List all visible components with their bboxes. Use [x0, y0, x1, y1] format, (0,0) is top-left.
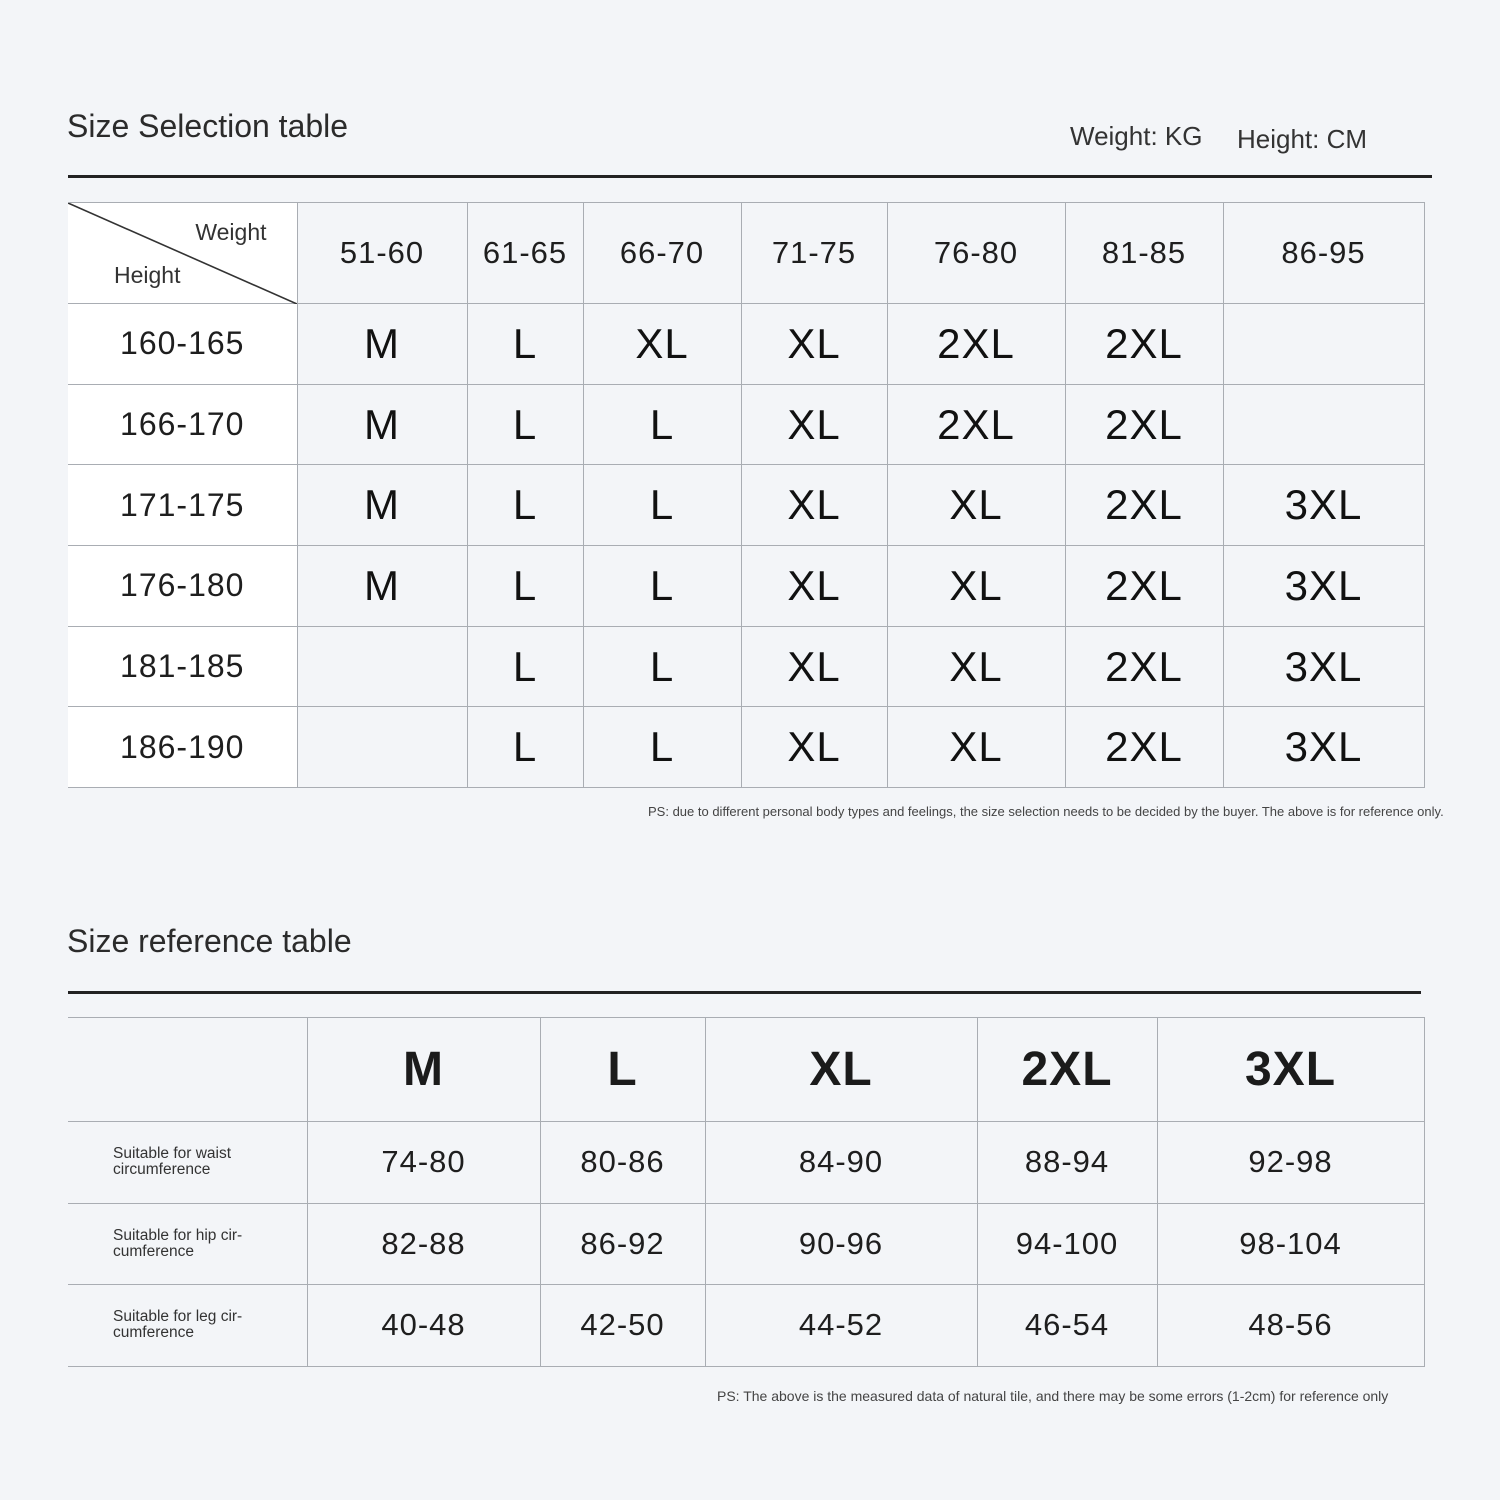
size-cell: M: [297, 546, 467, 627]
table-row: [68, 707, 1424, 788]
weight-range-header: 81-85: [1065, 203, 1223, 304]
size-cell: L: [467, 626, 583, 707]
weight-range-header: 71-75: [741, 203, 887, 304]
size-cell: [1223, 384, 1424, 465]
size-cell: L: [583, 384, 741, 465]
empty-corner-cell: [68, 1018, 307, 1122]
weight-range-header: 61-65: [467, 203, 583, 304]
height-range-label: 181-185: [68, 626, 297, 707]
size-cell: 2XL: [1065, 707, 1223, 788]
measurement-cell: 82-88: [307, 1203, 540, 1285]
size-cell: XL: [741, 707, 887, 788]
selection-header-row: [68, 203, 1424, 304]
height-range-label: 166-170: [68, 384, 297, 465]
size-cell: 3XL: [1223, 707, 1424, 788]
reference-note: PS: The above is the measured data of natural tile, and there may be some errors (1-2cm) for reference only: [717, 1388, 1389, 1404]
size-cell: L: [467, 384, 583, 465]
measurement-cell: 90-96: [705, 1203, 977, 1285]
size-cell: XL: [887, 465, 1065, 546]
size-cell: [1223, 304, 1424, 385]
size-cell: 3XL: [1223, 546, 1424, 627]
measurement-label: Suitable for hip cir-cumference: [68, 1203, 307, 1285]
measurement-cell: 98-104: [1157, 1203, 1424, 1285]
size-cell: L: [583, 707, 741, 788]
size-cell: XL: [741, 384, 887, 465]
size-cell: 3XL: [1223, 626, 1424, 707]
weight-range-header: 66-70: [583, 203, 741, 304]
size-header: XL: [705, 1018, 977, 1122]
selection-title: Size Selection table: [67, 108, 349, 144]
table-row: [68, 626, 1424, 707]
table-row: [68, 465, 1424, 546]
table-row: [68, 384, 1424, 465]
size-cell: L: [467, 546, 583, 627]
size-cell: 2XL: [887, 384, 1065, 465]
size-cell: 2XL: [1065, 626, 1223, 707]
table-row: [68, 1203, 1424, 1285]
measurement-cell: 74-80: [307, 1122, 540, 1204]
measurement-cell: 48-56: [1157, 1285, 1424, 1367]
size-cell: 2XL: [1065, 465, 1223, 546]
selection-note: PS: due to different personal body types and feelings, the size selection needs to be decided by the buyer. The above is for reference only.: [648, 804, 1444, 819]
table-row: [68, 1122, 1424, 1204]
size-cell: L: [583, 546, 741, 627]
height-range-label: 160-165: [68, 304, 297, 385]
size-cell: XL: [887, 707, 1065, 788]
size-cell: L: [467, 707, 583, 788]
measurement-cell: 44-52: [705, 1285, 977, 1367]
size-cell: 3XL: [1223, 465, 1424, 546]
size-header: 3XL: [1157, 1018, 1424, 1122]
size-cell: 2XL: [1065, 546, 1223, 627]
size-cell: XL: [741, 546, 887, 627]
size-header: L: [540, 1018, 705, 1122]
corner-cell: [68, 203, 297, 304]
size-cell: [297, 707, 467, 788]
corner-height-label: Height: [114, 262, 181, 288]
weight-unit: Weight: KG: [1070, 121, 1203, 151]
measurement-cell: 86-92: [540, 1203, 705, 1285]
weight-range-header: 51-60: [297, 203, 467, 304]
size-cell: XL: [741, 626, 887, 707]
selection-divider: [68, 175, 1432, 178]
height-range-label: 171-175: [68, 465, 297, 546]
measurement-cell: 46-54: [977, 1285, 1157, 1367]
height-unit: Height: CM: [1237, 124, 1368, 154]
corner-weight-label: Weight: [195, 219, 267, 245]
size-selection-table: [68, 202, 1425, 788]
size-cell: XL: [887, 626, 1065, 707]
measurement-cell: 40-48: [307, 1285, 540, 1367]
measurement-cell: 92-98: [1157, 1122, 1424, 1204]
size-cell: M: [297, 384, 467, 465]
reference-header-row: [68, 1018, 1424, 1122]
reference-title: Size reference table: [67, 923, 352, 959]
weight-range-header: 86-95: [1223, 203, 1424, 304]
measurement-cell: 84-90: [705, 1122, 977, 1204]
table-row: [68, 304, 1424, 385]
size-cell: XL: [741, 304, 887, 385]
size-header: M: [307, 1018, 540, 1122]
height-range-label: 176-180: [68, 546, 297, 627]
size-cell: M: [297, 304, 467, 385]
size-cell: XL: [741, 465, 887, 546]
size-cell: L: [583, 465, 741, 546]
size-cell: L: [583, 626, 741, 707]
table-row: [68, 546, 1424, 627]
size-cell: L: [467, 304, 583, 385]
reference-divider: [68, 991, 1421, 994]
size-cell: M: [297, 465, 467, 546]
size-cell: L: [467, 465, 583, 546]
size-cell: 2XL: [1065, 384, 1223, 465]
weight-range-header: 76-80: [887, 203, 1065, 304]
size-cell: 2XL: [887, 304, 1065, 385]
size-cell: XL: [887, 546, 1065, 627]
measurement-label: Suitable for waist circumference: [68, 1122, 307, 1204]
size-cell: 2XL: [1065, 304, 1223, 385]
measurement-cell: 42-50: [540, 1285, 705, 1367]
table-row: [68, 1285, 1424, 1367]
measurement-cell: 94-100: [977, 1203, 1157, 1285]
size-reference-table: [68, 1017, 1425, 1367]
size-cell: [297, 626, 467, 707]
size-header: 2XL: [977, 1018, 1157, 1122]
measurement-label: Suitable for leg cir-cumference: [68, 1285, 307, 1367]
size-cell: XL: [583, 304, 741, 385]
height-range-label: 186-190: [68, 707, 297, 788]
measurement-cell: 80-86: [540, 1122, 705, 1204]
measurement-cell: 88-94: [977, 1122, 1157, 1204]
